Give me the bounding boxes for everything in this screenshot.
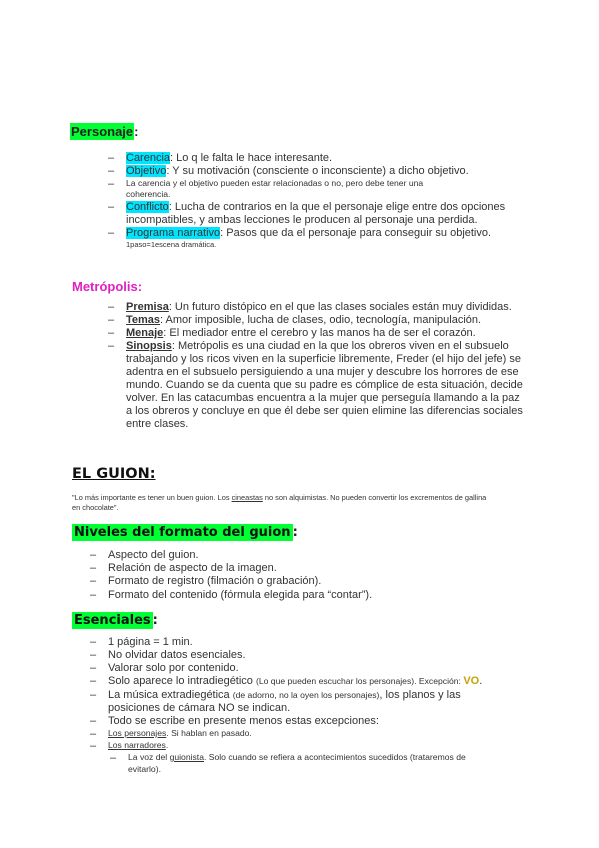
guionista-link[interactable]: guionista bbox=[169, 752, 204, 762]
guion-title: EL GUION: bbox=[72, 466, 156, 482]
programa-label: Programa narrativo bbox=[126, 227, 221, 239]
vo-badge: VO bbox=[463, 675, 480, 687]
list-item-continuation: coherencia. bbox=[126, 189, 171, 199]
objetivo-label: Objetivo bbox=[126, 165, 167, 177]
personajes-link[interactable]: Los personajes bbox=[108, 728, 167, 738]
carencia-label: Carencia bbox=[126, 152, 171, 164]
personaje-heading bbox=[70, 124, 139, 139]
esenciales-heading: Esenciales : bbox=[74, 613, 158, 628]
list-item-continuation: evitarlo). bbox=[128, 764, 161, 774]
narradores-link[interactable]: Los narradores bbox=[108, 740, 166, 750]
programa-subnote: 1paso=1escena dramática. bbox=[126, 240, 217, 249]
guion-quote: "Lo más importante es tener un buen guion. Los cineastas no son alquimistas. No pueden convertir los excrementos de gallina bbox=[72, 493, 487, 502]
metropolis-heading: Metrópolis: bbox=[72, 279, 143, 294]
conflicto-label: Conflicto bbox=[126, 201, 169, 213]
personaje-heading-colon: : bbox=[134, 124, 139, 139]
cineastas-link[interactable]: cineastas bbox=[231, 493, 263, 502]
guion-quote-line2: en chocolate". bbox=[72, 503, 119, 512]
personaje-heading-label: Personaje bbox=[71, 124, 134, 139]
niveles-heading: Niveles del formato del guion : bbox=[74, 525, 298, 540]
